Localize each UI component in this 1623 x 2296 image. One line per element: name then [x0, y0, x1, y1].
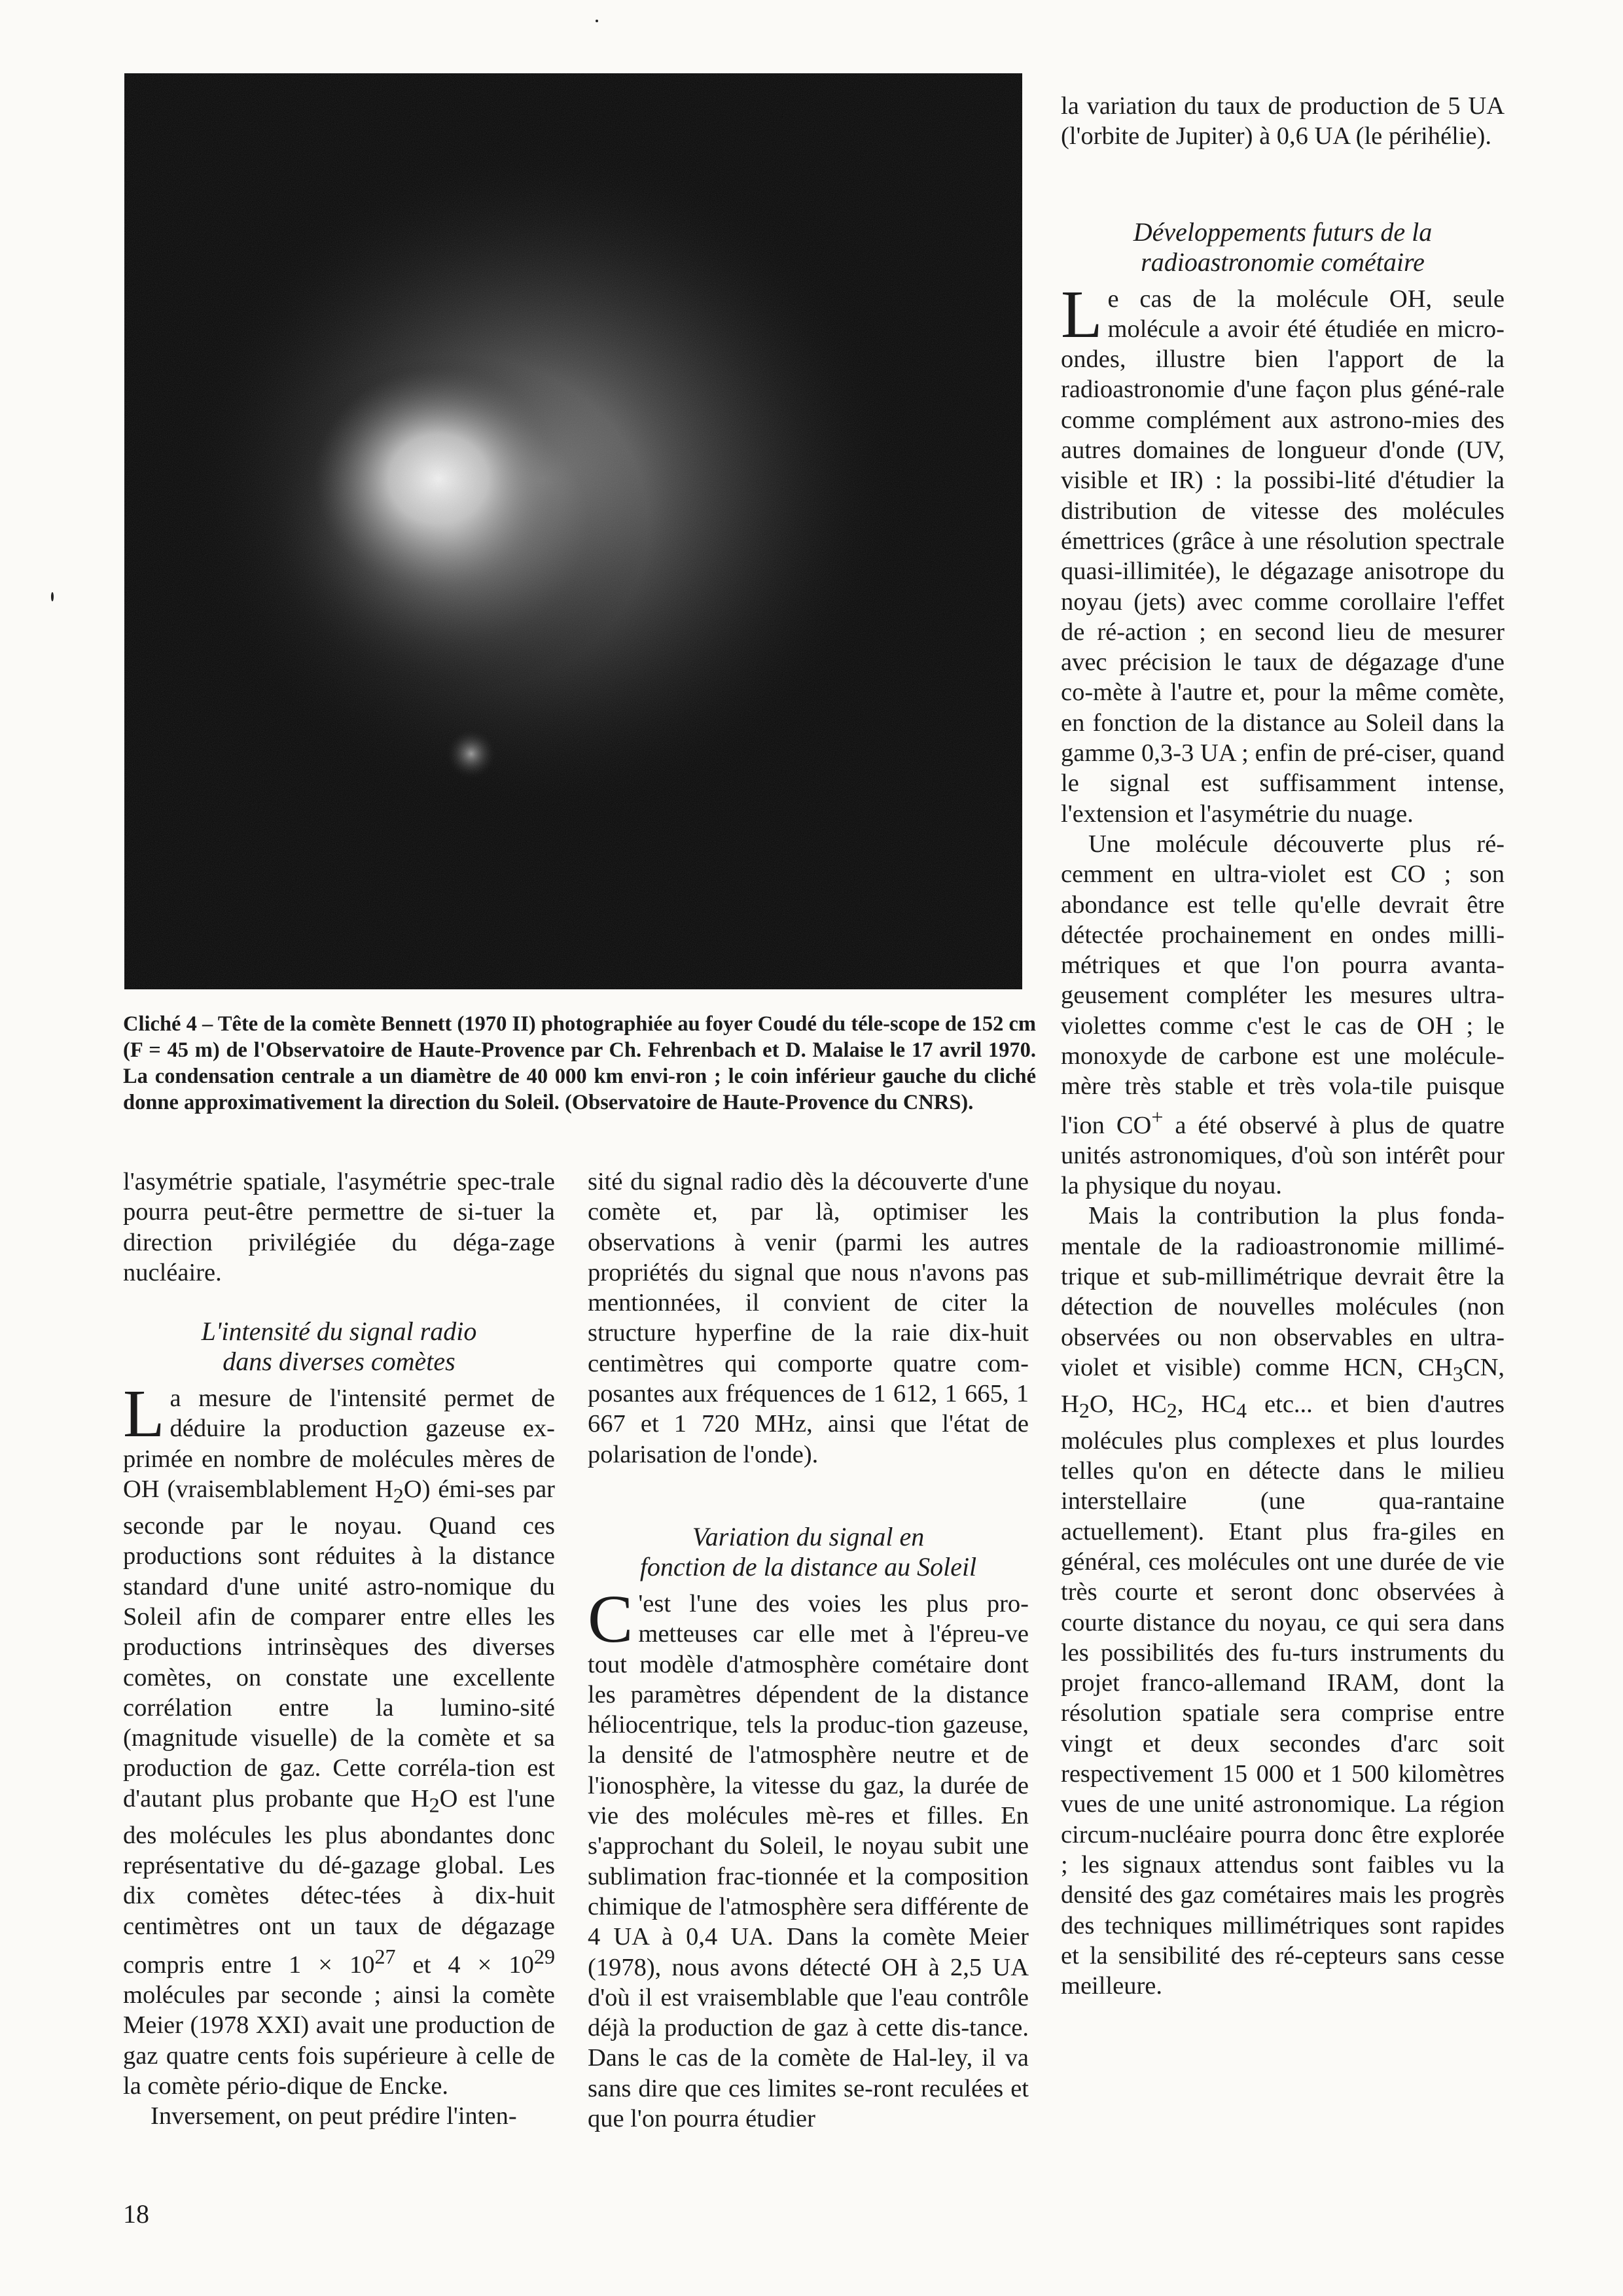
section-heading	[123, 1316, 555, 1377]
heading-line: dans diverses comètes	[223, 1347, 455, 1377]
heading-line: fonction de la distance au Soleil	[639, 1551, 977, 1581]
text-column-1	[123, 1167, 555, 2132]
paragraph: Une molécule découverte plus ré-cemment en ultra-violet est CO ; son abondance est telle qu'elle devrait être détectée prochainement en ondes milli-métriques et que l'on pourra avanta-geusement compléter les mesures ultra-violettes comme c'est le cas de OH ; le monoxyde de carbone est une molécule-mère très stable et très vola-tile puisque l'ion CO+ a été observé à plus de quatre unités astronomiques, d'où son intérêt pour la physique du noyau.	[1061, 830, 1505, 1200]
paragraph: l'asymétrie spatiale, l'asymétrie spec-trale pourra peut-être permettre de si-tuer la direction privilégiée du déga-zage nucléaire.	[123, 1168, 555, 1286]
heading-line: L'intensité du signal radio	[201, 1316, 477, 1347]
paragraph: Inversement, on peut prédire l'inten-	[151, 2102, 517, 2130]
paragraph: la variation du taux de production de 5 UA (l'orbite de Jupiter) à 0,6 UA (le périhélie).	[1061, 92, 1505, 150]
paragraph: sité du signal radio dès la découverte d'une comète et, par là, optimiser les observations à venir (parmi les autres propriétés du signal que nous n'avons pas mentionnées, il convient de citer la structure hyperfine de la raie dix-huit centimètres qui comporte quatre com-posantes aux fréquences de 1 612, 1 665, 1 667 et 1 720 MHz, ainsi que l'état de polarisation de l'onde).	[588, 1168, 1029, 1468]
comet-photograph	[124, 73, 1022, 989]
drop-cap: L	[123, 1376, 165, 1452]
heading-line: Variation du signal en	[692, 1521, 925, 1551]
section-heading	[588, 1522, 1029, 1582]
section-heading	[1061, 217, 1505, 277]
scan-speck	[51, 592, 54, 601]
text-column-3	[1061, 91, 1505, 2001]
drop-cap: L	[1061, 276, 1103, 352]
paragraph: C 'est l'une des voies les plus pro-metteuses car elle met à l'épreu-ve tout modèle d'atmosphère cométaire dont les paramètres dépendent de la distance héliocentrique, tels la produc-tion gazeuse, la densité de l'atmosphère neutre et de l'ionosphère, la vitesse du gaz, la durée de vie des molécules mè-res et filles. En s'approchant du Soleil, le noyau subit une sublimation frac-tionnée et la composition chimique de l'atmosphère sera différente de 4 UA à 0,4 UA. Dans la comète Meier (1978), nous avons détecté OH à 2,5 UA d'où il est vraisemblable que l'eau contrôle déjà la production de gaz à cette dis-tance. Dans le cas de la comète de Hal-ley, il va sans dire que ces limites se-ront reculées et que l'on pourra étudier	[588, 1581, 1029, 2133]
heading-line: Développements futurs de la	[1133, 217, 1433, 247]
scan-speck	[596, 20, 598, 22]
drop-cap: C	[588, 1581, 633, 1657]
text-column-2	[588, 1167, 1029, 2134]
heading-line: radioastronomie cométaire	[1141, 247, 1425, 277]
paragraph: Mais la contribution la plus fonda-mentale de la radioastronomie millimé-trique et sub-millimétrique devrait être la détection de nouvelles molécules (non observées ou non observables en ultra-violet et visible) comme HCN, $CH_3CN$, $H_2O$, $HC_2$, $HC_4$ etc... et bien d'autres molécules plus complexes et plus lourdes telles qu'on en détecte dans le milieu interstellaire (une qua-rantaine actuellement). Etant plus fra-giles en général, ces molécules ont une durée de vie très courte et seront donc observées à courte distance du noyau, ce qui sera dans les possibilités des fu-turs instruments du projet franco-allemand IRAM, dont la résolution spatiale sera comprise entre vingt et deux secondes d'arc soit respectivement 15 000 et 1 500 kilomètres vues de une unité astronomique. La région circum-nucléaire pourra donc être explorée ; les signaux attendus sont faibles vu la densité des gaz cométaires mais les progrès des techniques millimétriques sont rapides et la sensibilité des ré-cepteurs sans cesse meilleure.	[1061, 1202, 1505, 2000]
comet-image	[124, 73, 1022, 989]
page-number: 18	[123, 2199, 149, 2229]
paragraph: Le cas de la molécule OH, seule molécule a avoir été étudiée en micro-ondes, illustre bien l'apport de la radioastronomie d'une façon plus géné-rale comme complément aux astrono-mies des autres domaines de longueur d'onde (UV, visible et IR) : la possibi-lité d'étudier la distribution de vitesse des molécules émettrices (grâce à une résolution spectrale quasi-illimitée), le dégazage anisotrope du noyau (jets) avec comme corollaire l'effet de ré-action ; en second lieu de mesurer avec précision le taux de dégazage d'une co-mète à l'autre et, pour la même comète, en fonction de la distance au Soleil dans la gamme 0,3-3 UA ; enfin de pré-ciser, quand le signal est suffisamment intense, l'extension et l'asymétrie du nuage.	[1061, 276, 1505, 828]
figure-caption: Cliché 4 – Tête de la comète Bennett (1970 II) photographiée au foyer Coudé du téle-scope de 152 cm (F = 45 m) de l'Observatoire de Haute-Provence par Ch. Fehrenbach et D. Malaise le 17 avril 1970. La condensation centrale a un diamètre de 40 000 km envi-ron ; le coin inférieur gauche du cliché donne approximativement la direction du Soleil. (Observatoire de Haute-Provence du CNRS).	[123, 1012, 1036, 1114]
paragraph: La mesure de l'intensité permet de déduire la production gazeuse ex-primée en nombre de molécules mères de OH (vraisemblablement $H_2O$) émi-ses par seconde par le noyau. Quand ces productions sont réduites à la distance standard d'une unité astro-nomique du Soleil afin de comparer entre elles les productions intrinsèques des diverses comètes, on constate une excellente corrélation entre la lumino-sité (magnitude visuelle) de la comète et sa production de gaz. Cette corréla-tion est d'autant plus probante que $H_2O$ est l'une des molécules les plus abondantes donc représentative du dé-gazage global. Les dix comètes détec-tées à dix-huit centimètres ont un taux de dégazage compris entre $1 \times 10^{27}$ et $4 \times 10^{29}$ molécules par seconde ; ainsi la comète Meier (1978 XXI) avait une production de gaz quatre cents fois supérieure à celle de la comète pério-dique de Encke.	[123, 1376, 555, 2100]
